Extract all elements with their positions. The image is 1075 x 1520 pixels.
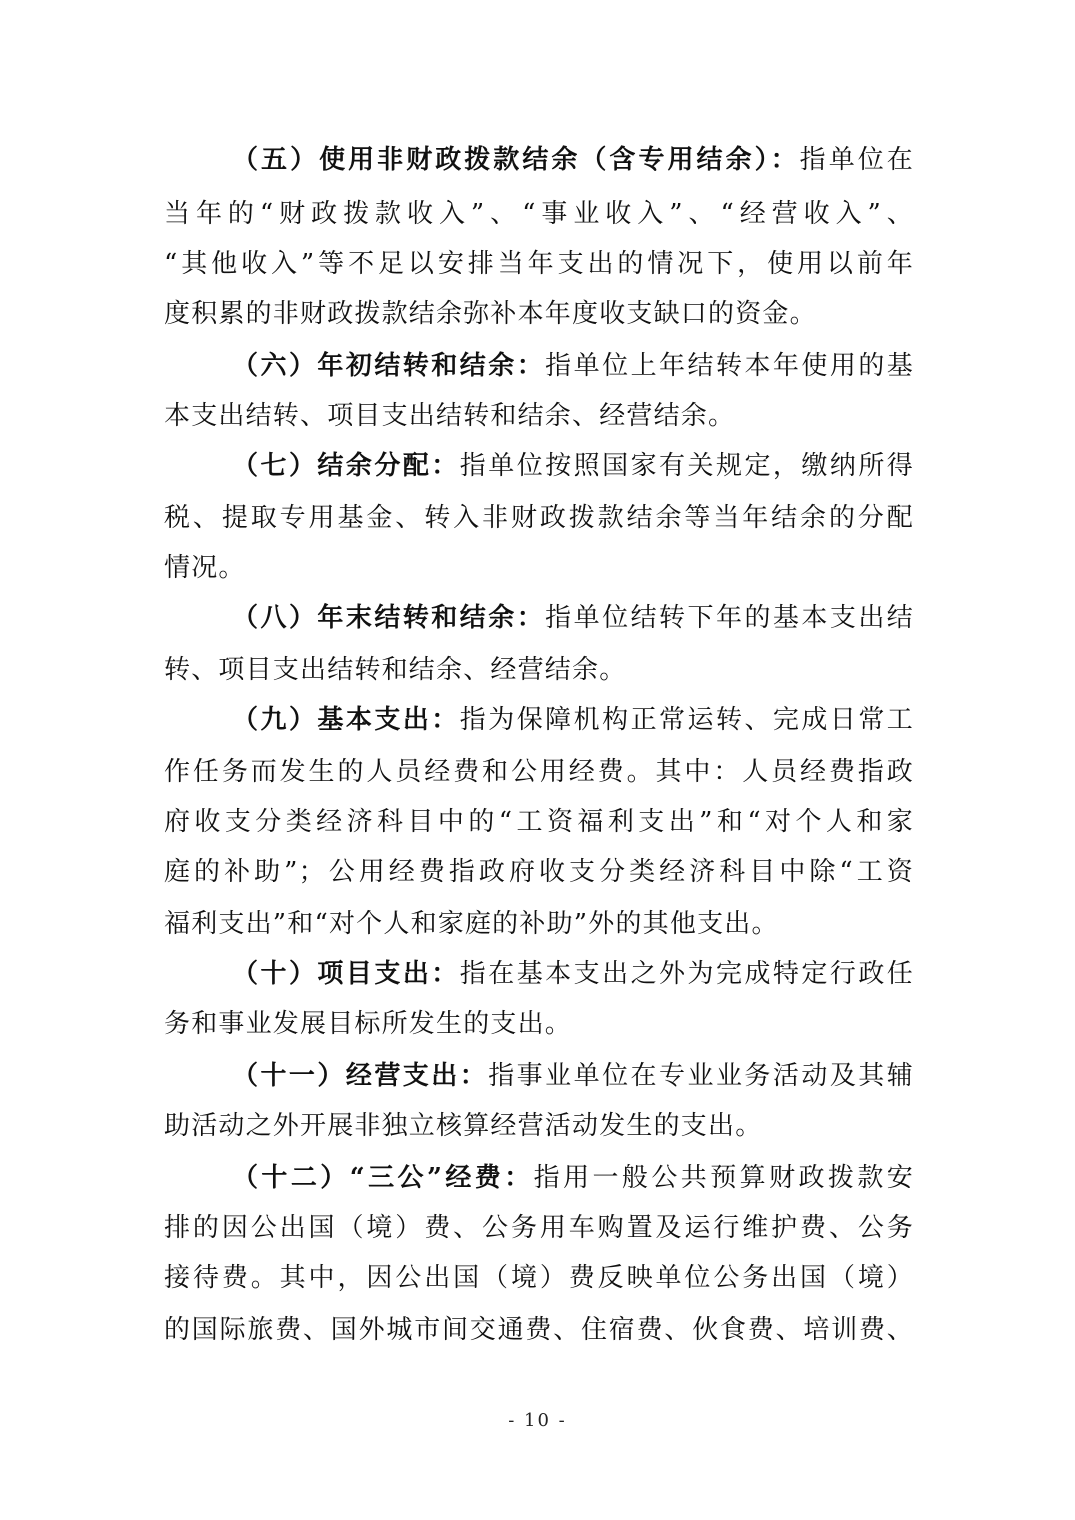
paragraph-8-line-2: 转、项目支出结转和结余、经营结余。 [164, 655, 627, 685]
paragraph-5-line-2: 当年的“财政拨款收入”、“事业收入”、“经营收入”、 [164, 199, 914, 229]
paragraph-12-line-3: 接待费。其中，因公出国（境）费反映单位公务出国（境） [164, 1263, 914, 1293]
paragraph-9-line-2: 作任务而发生的人员经费和公用经费。其中：人员经费指政 [164, 757, 914, 787]
paragraph-7-line-2: 税、提取专用基金、转入非财政拨款结余等当年结余的分配 [164, 503, 914, 533]
paragraph-5-line-3: “其他收入”等不足以安排当年支出的情况下，使用以前年 [164, 249, 914, 279]
paragraph-9-line-1: （九）基本支出：指为保障机构正常运转、完成日常工 [232, 705, 915, 735]
paragraph-12-line-2: 排的因公出国（境）费、公务用车购置及运行维护费、公务 [164, 1213, 914, 1243]
paragraph-6-line-1: （六）年初结转和结余：指单位上年结转本年使用的基 [232, 351, 915, 381]
paragraph-8-line-1: （八）年末结转和结余：指单位结转下年的基本支出结 [232, 603, 915, 633]
paragraph-5-line-1: （五）使用非财政拨款结余（含专用结余）：指单位在 [232, 145, 914, 175]
paragraph-6-heading: （六）年初结转和结余： [232, 351, 546, 381]
paragraph-9-line-4: 庭的补助”；公用经费指政府收支分类经济科目中除“工资 [164, 857, 914, 887]
page-number: - 10 - [508, 1410, 567, 1431]
paragraph-7-heading: （七）结余分配： [232, 451, 460, 481]
paragraph-9-heading: （九）基本支出： [232, 705, 460, 735]
paragraph-7-line-3: 情况。 [164, 553, 246, 583]
paragraph-7-line-1: （七）结余分配：指单位按照国家有关规定，缴纳所得 [232, 451, 915, 481]
paragraph-11-line-2: 助活动之外开展非独立核算经营活动发生的支出。 [164, 1111, 763, 1141]
paragraph-9-line-5: 福利支出”和“对个人和家庭的补助”外的其他支出。 [164, 909, 779, 939]
paragraph-10-line-1: （十）项目支出：指在基本支出之外为完成特定行政任 [232, 959, 915, 989]
paragraph-12-line-1: （十二）“三公”经费：指用一般公共预算财政拨款安 [232, 1163, 914, 1193]
paragraph-5-line-4: 度积累的非财政拨款结余弥补本年度收支缺口的资金。 [164, 299, 817, 329]
paragraph-5-heading: （五）使用非财政拨款结余（含专用结余）： [232, 145, 800, 175]
paragraph-12-line-4: 的国际旅费、国外城市间交通费、住宿费、伙食费、培训费、 [164, 1315, 914, 1345]
paragraph-11-heading: （十一）经营支出： [232, 1061, 489, 1091]
paragraph-8-heading: （八）年末结转和结余： [232, 603, 546, 633]
paragraph-10-line-2: 务和事业发展目标所发生的支出。 [164, 1009, 573, 1039]
paragraph-11-line-1: （十一）经营支出：指事业单位在专业业务活动及其辅 [232, 1061, 914, 1091]
paragraph-10-heading: （十）项目支出： [232, 959, 460, 989]
paragraph-6-line-2: 本支出结转、项目支出结转和结余、经营结余。 [164, 401, 736, 431]
paragraph-9-line-3: 府收支分类经济科目中的“工资福利支出”和“对个人和家 [164, 807, 914, 837]
paragraph-12-heading: （十二）“三公”经费： [232, 1163, 534, 1193]
